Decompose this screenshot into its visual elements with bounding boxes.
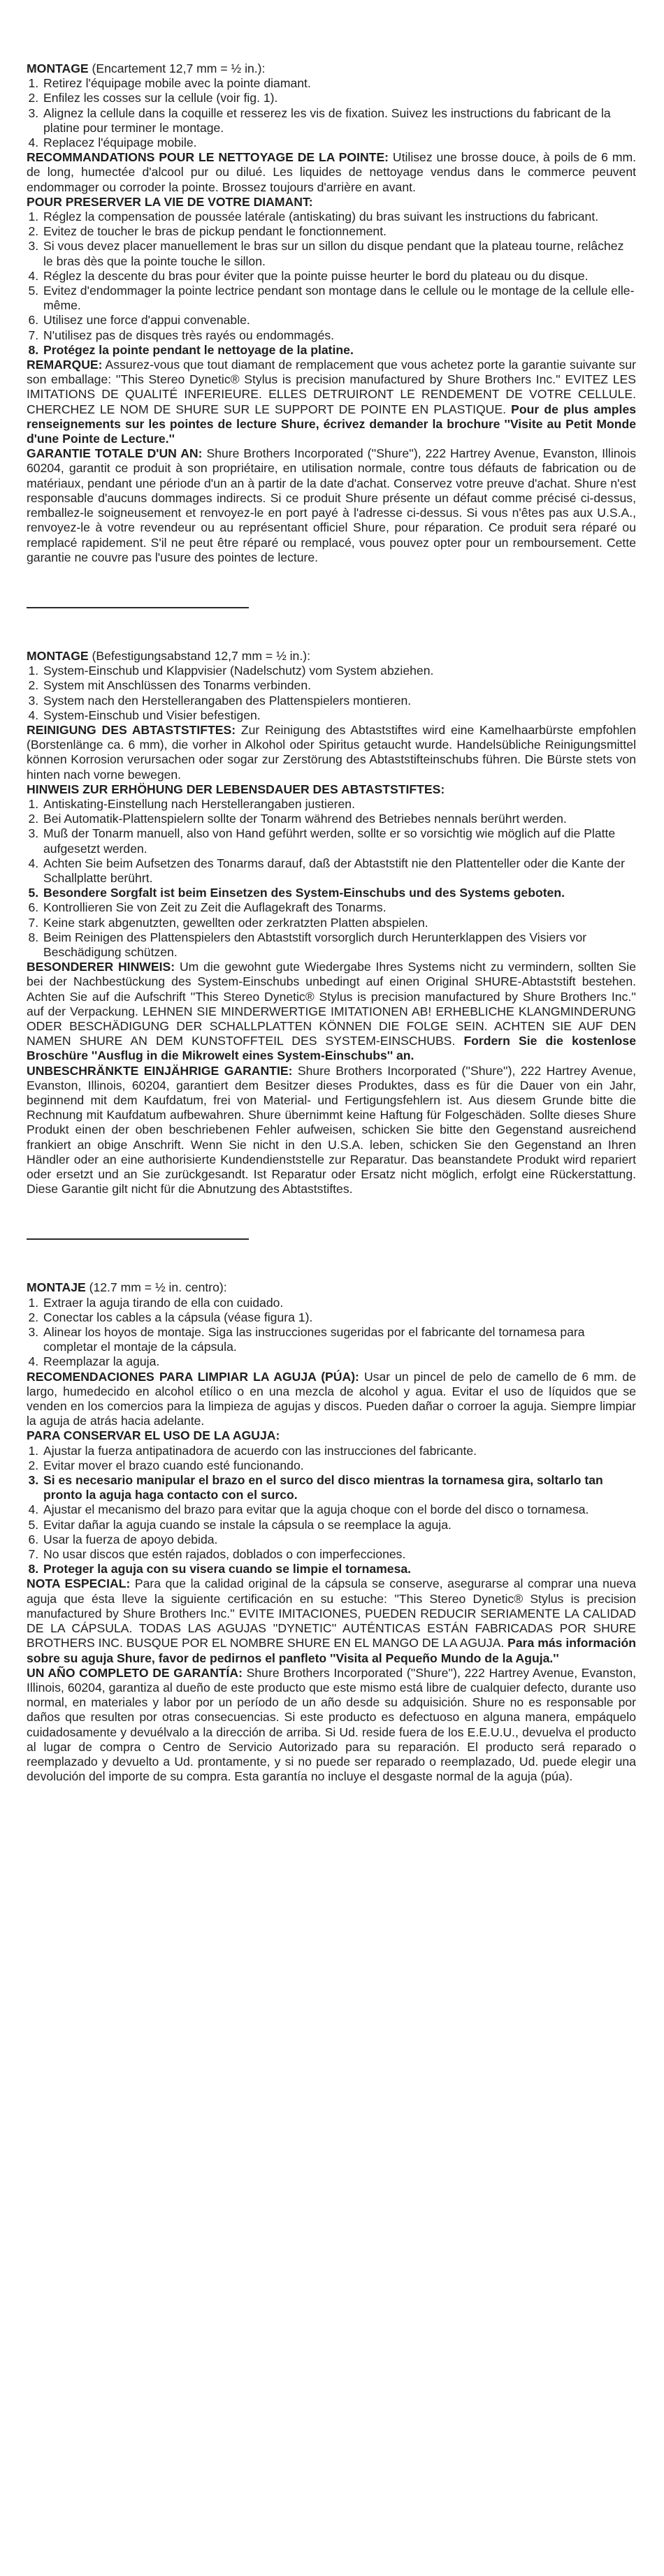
de-reinigung-text: Zur Reinigung des Abtaststiftes wird eine Kamelhaarbürste empfohlen (Borstenlänge ca. 6 mm), die vorher in Alkohol oder Spiritus getaucht wurde. Handelsübliche Reinigungsmittel können Korrosion verursachen oder sogar zur Zerstörung des Abtaststifteinschubs führen. Die Bürste stets von hinten nach vorne bewegen. xyxy=(27,722,637,782)
es-nota-text: Para que la calidad original de la cápsula se conserve, asegurarse al comprar una nueva aguja que ésta lleve la siguiente certificación en su estuche: ''This Stereo Dynetic® Stylus is precision manufactured by Shure Brothers Inc.'' EVITE IMITACIONES, PUEDEN REDUCIR SERIAMENTE LA CALIDAD DE LA CÁPSULA. TODAS LAS AGUJAS ''DYNETIC'' AUTÉNTICAS ESTÁN FABRICADAS POR SHURE BROTHERS INC. BUSQUE POR EL NOMBRE SHURE EN EL MANGO DE LA AGUJA. xyxy=(27,1576,637,1651)
list-item: 6. Usar la fuerza de apoyo debida. xyxy=(42,1532,636,1547)
list-item: 1. Ajustar la fuerza antipatinadora de acuerdo con las instrucciones del fabricante. xyxy=(42,1444,636,1458)
list-item: 4. Réglez la descente du bras pour éviter que la pointe puisse heurter le bord du plateau ou du disque. xyxy=(42,269,636,284)
list-item: 4. Reemplazar la aguja. xyxy=(42,1354,636,1369)
list-item: 7. Keine stark abgenutzten, gewellten oder zerkratzten Platten abspielen. xyxy=(42,916,636,930)
list-item: 7. N'utilisez pas de disques très rayés ou endommagés. xyxy=(42,328,636,343)
list-item: 4. System-Einschub und Visier befestigen. xyxy=(42,708,636,723)
list-item: 2. Bei Automatik-Plattenspielern sollte der Tonarm während des Betriebes nennals berührt werden. xyxy=(42,812,636,826)
fr-preserver-title: POUR PRESERVER LA VIE DE VOTRE DIAMANT: xyxy=(27,194,313,209)
de-hinweis-list xyxy=(27,797,636,960)
fr-montage-title: MONTAGE xyxy=(27,61,89,75)
es-conservar-title: PARA CONSERVAR EL USO DE LA AGUJA: xyxy=(27,1428,280,1443)
list-item: 1. Antiskating-Einstellung nach Herstellerangaben justieren. xyxy=(42,797,636,812)
fr-remarque-title: REMARQUE: xyxy=(27,358,103,372)
fr-preserver-list xyxy=(27,210,636,358)
es-garantia-title: UN AÑO COMPLETO DE GARANTÍA: xyxy=(27,1665,243,1680)
list-item: 6. Kontrollieren Sie von Zeit zu Zeit die Auflagekraft des Tonarms. xyxy=(42,900,636,915)
list-item: 3. Alignez la cellule dans la coquille et resserez les vis de fixation. Suivez les instructions du fabricant de la platine pour terminer le montage. xyxy=(42,106,636,136)
es-conservar-list xyxy=(27,1444,636,1577)
list-item: 6. Utilisez une force d'appui convenable. xyxy=(42,313,636,328)
de-besonderer-text: Um die gewohnt gute Wiedergabe Ihres Systems nicht zu vermindern, sollten Sie bei der Nachbestückung des System-Einschubs unbedingt auf einen Original SHURE-Abtaststift bestehen. Achten Sie auf die Aufschrift ''This Stereo Dynetic® Stylus is precision manufactured by Shure Brothers Inc.'' auf der Verpackung. LEHNEN SIE MINDERWERTIGE IMITATIONEN AB! ERHEBLICHE KLANGMINDERUNG ODER BESCHÄDIGUNG DER SCHALLPLATTEN KÖNNEN DIE FOLGE SEIN. ACHTEN SIE AUF DEN NAMEN SHURE AN DEM KUNSTOFFTEIL DES SYSTEM-EINSCHUBS. xyxy=(27,960,636,1048)
list-item: 8. Beim Reinigen des Plattenspielers den Abtaststift vorsorglich durch Herunterklappen des Visiers vor Beschädigung schützen. xyxy=(42,930,636,960)
es-nota-title: NOTA ESPECIAL: xyxy=(27,1576,131,1591)
de-reinigung-title: REINIGUNG DES ABTASTSTIFTES: xyxy=(27,722,236,737)
list-item: 5. Evitar dañar la aguja cuando se instale la cápsula o se reemplace la aguja. xyxy=(42,1518,636,1532)
list-item: 8. Proteger la aguja con su visera cuando se limpie el tornamesa. xyxy=(42,1562,636,1576)
list-item: 2. Conectar los cables a la cápsula (véase figura 1). xyxy=(42,1310,636,1325)
de-besonderer-title: BESONDERER HINWEIS: xyxy=(27,960,175,974)
fr-montage-sub: (Encartement 12,7 mm = ½ in.): xyxy=(92,61,266,75)
list-item: 2. Enfilez les cosses sur la cellule (voir fig. 1). xyxy=(42,91,636,105)
section-divider xyxy=(27,1238,249,1240)
de-hinweis-title: HINWEIS ZUR ERHÖHUNG DER LEBENSDAUER DES ABTASTSTIFTES: xyxy=(27,782,445,796)
list-item: 2. Evitez de toucher le bras de pickup pendant le fonctionnement. xyxy=(42,224,636,239)
list-item: 4. Replacez l'équipage mobile. xyxy=(42,136,636,150)
list-item: 1. Extraer la aguja tirando de ella con cuidado. xyxy=(42,1296,636,1310)
list-item: 7. No usar discos que estén rajados, doblados o con imperfecciones. xyxy=(42,1547,636,1562)
de-montage-list xyxy=(27,664,636,723)
de-garantie-title: UNBESCHRÄNKTE EINJÄHRIGE GARANTIE: xyxy=(27,1063,293,1078)
es-montaje-sub: (12.7 mm = ½ in. centro): xyxy=(89,1280,227,1295)
fr-montage-list xyxy=(27,76,636,150)
list-item: 3. Alinear los hoyos de montaje. Siga las instrucciones sugeridas por el fabricante del tornamesa para completar el montaje de la cápsula. xyxy=(42,1325,636,1354)
list-item: 1. Retirez l'équipage mobile avec la pointe diamant. xyxy=(42,76,636,91)
list-item: 8. Protégez la pointe pendant le nettoyage de la platine. xyxy=(42,343,636,358)
de-montage-title: MONTAGE xyxy=(27,648,89,663)
fr-nettoyage-title: RECOMMANDATIONS POUR LE NETTOYAGE DE LA POINTE: xyxy=(27,150,389,165)
list-item: 1. System-Einschub und Klappvisier (Nadelschutz) vom System abziehen. xyxy=(42,664,636,678)
section-divider xyxy=(27,607,249,608)
list-item: 4. Achten Sie beim Aufsetzen des Tonarms darauf, daß der Abtaststift nie den Plattenteller oder die Kante der Schallplatte berührt. xyxy=(42,856,636,886)
list-item: 2. System mit Anschlüssen des Tonarms verbinden. xyxy=(42,678,636,693)
fr-nettoyage-text: Utilisez une brosse douce, à poils de 6 mm. de long, humectée d'alcool pur ou dilué. Les liquides de nettoyage vendus dans le commerce peuvent endommager ou corroder la pointe. Brossez toujours d'arrière en avant. xyxy=(27,150,637,194)
list-item: 1. Réglez la compensation de poussée latérale (antiskating) du bras suivant les instructions du fabricant. xyxy=(42,210,636,224)
fr-remarque-text: Assurez-vous que tout diamant de remplacement que vous achetez porte la garantie suivante sur son emballage: ''This Stereo Dynetic® Stylus is precision manufactured by Shure Brothers Inc.'' EVITEZ LES IMITATIONS DE QUALITÉ INFERIEURE. ELLES DETRUIRONT LE RENDEMENT DE VOTRE CELLULE. CHERCHEZ LE NOM DE SHURE SUR LE SUPPORT DE POINTE EN PLASTIQUE. xyxy=(27,358,636,416)
list-item: 3. Si vous devez placer manuellement le bras sur un sillon du disque pendant que la plateau tourne, relâchez le bras dès que la pointe touche le sillon. xyxy=(42,239,636,268)
list-item: 2. Evitar mover el brazo cuando esté funcionando. xyxy=(42,1458,636,1473)
list-item: 3. Si es necesario manipular el brazo en el surco del disco mientras la tornamesa gira, soltarlo tan pronto la aguja haga contacto con el surco. xyxy=(42,1473,636,1502)
de-besonderer-bold: Fordern Sie die kostenlose Broschüre ''Ausflug in die Mikrowelt eines System-Einschubs'' an. xyxy=(27,1034,636,1063)
list-item: 3. System nach den Herstellerangaben des Plattenspielers montieren. xyxy=(42,694,636,708)
section-french xyxy=(27,61,636,565)
list-item: 5. Besondere Sorgfalt ist beim Einsetzen des System-Einschubs und des Systems geboten. xyxy=(42,886,636,900)
es-nota-bold: Para más información sobre su aguja Shure, favor de pedirnos el panfleto ''Visita al Pequeño Mundo de la Aguja.'' xyxy=(27,1636,636,1665)
manual-page xyxy=(27,61,636,1784)
list-item: 5. Evitez d'endommager la pointe lectrice pendant son montage dans le cellule ou le montage de la cellule elle-même. xyxy=(42,284,636,313)
es-limpiar-title: RECOMENDACIONES PARA LIMPIAR LA AGUJA (PÚA): xyxy=(27,1369,359,1384)
fr-garantie-title: GARANTIE TOTALE D'UN AN: xyxy=(27,446,203,461)
de-montage-sub: (Befestigungsabstand 12,7 mm = ½ in.): xyxy=(92,648,310,663)
section-spanish xyxy=(27,1280,636,1784)
de-garantie-text: Shure Brothers Incorporated (''Shure''), 222 Hartrey Avenue, Evanston, Illinois, 60204, garantiert dem Besitzer dieses Produktes, dass es für die Dauer von ein Jahr, beginnend mit dem Kaufdatum, frei von Material- und Fertigungsfehlern ist. Aus diesem Grunde bitte die Rechnung mit Kaufdatum aufbewahren. Shure übernimmt keine Haftung für Folgeschäden. Sollte dieses Shure Produkt einen der oben beschriebenen Fehler aufweisen, schicken Sie bitte den Gegenstand ausreichend frankiert an obige Anschrift. Wenn Sie nicht in den U.S.A. leben, schicken Sie den Gegenstand an Ihren Händler oder an eine authorisierte Kundendienststelle zur Reparatur. Das beanstandete Produkt wird repariert oder ersetzt und an Sie zurückgesandt. Ist Reparatur oder Ersatz nicht möglich, erfolgt eine Rückerstattung. Diese Garantie gilt nicht für die Abnutzung des Abtaststiftes. xyxy=(27,1063,636,1196)
list-item: 3. Muß der Tonarm manuell, also von Hand geführt werden, sollte er so vorsichtig wie möglich auf die Platte aufgesetzt werden. xyxy=(42,826,636,856)
es-montaje-list xyxy=(27,1296,636,1370)
es-garantia-text: Shure Brothers Incorporated (''Shure''), 222 Hartrey Avenue, Evanston, Illinois, 60204, garantiza al dueño de este producto que este mismo está libre de cualquier defecto, durante uso normal, en materiales y labor por un período de un año desde su adquisición. Shure no es responsable por daños que resulten por otras consecuencias. Si este producto es defectuoso en alguna manera, empáquelo cuidadosamente y devuélvalo a la dirección de arriba. Si Ud. reside fuera de los E.E.U.U., devuelva el producto al lugar de compra o Centro de Servicio Autorizado para su reparación. El producto será reparado o reemplazado y devuelto a Ud. prontamente, y si no puede ser reparado o reemplazado, Ud. puede elegir una devolución del importe de su compra. Esta garantía no incluye el desgaste normal de la aguja (púa). xyxy=(27,1665,636,1784)
list-item: 4. Ajustar el mecanismo del brazo para evitar que la aguja choque con el borde del disco o tornamesa. xyxy=(42,1502,636,1517)
section-german xyxy=(27,649,636,1197)
es-montaje-title: MONTAJE xyxy=(27,1280,86,1295)
es-limpiar-text: Usar un pincel de pelo de camello de 6 mm. de largo, humedecido en alcohol etílico o en una mezcla de alcohol y agua. Evitar el uso de líquidos que se venden en los comercios para la limpieza de agujas y discos. Pueden dañar o corroer la aguja. Siempre limpiar la aguja de atrás hacia adelante. xyxy=(27,1369,636,1428)
fr-remarque-bold: Pour de plus amples renseignements sur les pointes de lecture Shure, écrivez demander la brochure ''Visite au Petit Monde d'une Pointe de Lecture.'' xyxy=(27,402,637,446)
fr-garantie-text: Shure Brothers Incorporated (''Shure''), 222 Hartrey Avenue, Evanston, Illinois 60204, garantit ce produit à son propriétaire, en utilisation normale, contre tous défauts de fabrication ou de matériaux, pendant une période d'un an à partir de la date d'achat. Conservez votre preuve d'achat. Shure n'est responsable d'aucuns dommages indirects. Si ce produit Shure présente un défaut comme précisé ci-dessus, remballez-le soigneusement et renvoyez-le en port payé à l'adresse ci-dessus. Si vous n'êtes pas aux U.S.A., renvoyez-le à votre revendeur ou au représentant officiel Shure, pour réparation. Ce produit sera réparé ou remplacé rapidement. S'il ne peut être réparé ou remplacé, vous pouvez opter pour un remboursement. Cette garantie ne couvre pas l'usure des pointes de lecture. xyxy=(27,446,637,564)
